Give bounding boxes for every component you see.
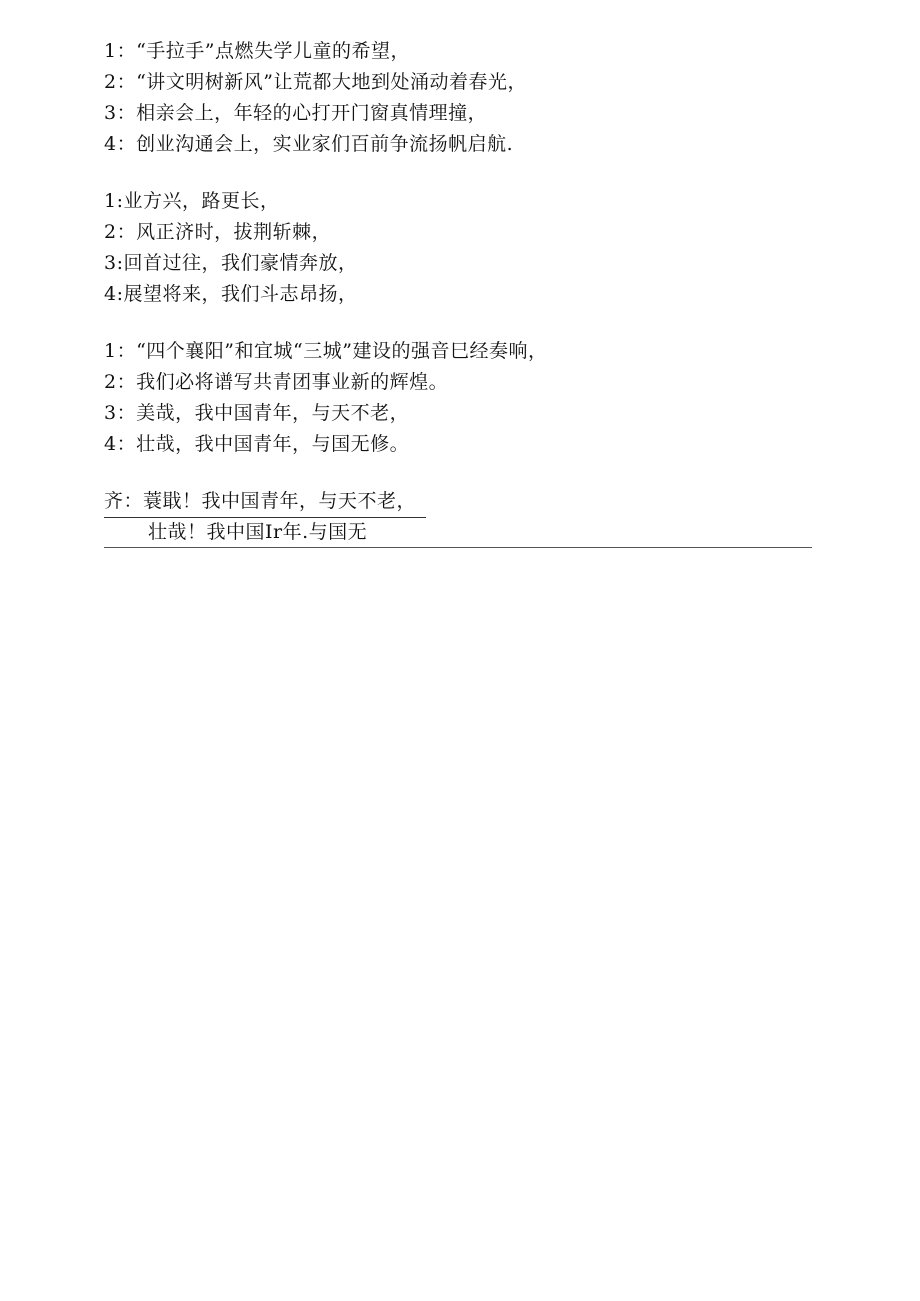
verse-line: 3:回首过往，我们豪情奔放， <box>104 252 358 274</box>
verse-line: 4:展望将来，我们斗志昂扬， <box>104 283 358 305</box>
chorus-line-1: 齐：蓑戢！我中国青年，与天不老， <box>104 486 426 518</box>
chorus-line-2: 壮哉！我中国Ir年.与国无 <box>148 521 368 543</box>
verse-line: 2：风正济时，拔荆斩棘， <box>104 221 332 243</box>
stanza-3 <box>104 336 816 460</box>
closing-chorus <box>104 486 816 548</box>
verse-line: 3：美哉，我中国青年，与天不老， <box>104 402 410 424</box>
document-page <box>104 36 816 548</box>
verse-line: 1:业方兴，路更长， <box>104 190 280 212</box>
verse-line: 4：壮哉，我中国青年，与国无修。 <box>104 433 410 455</box>
verse-line: 1：“四个襄阳”和宜城“三城”建设的强音巳经奏响， <box>104 340 548 362</box>
verse-line: 2：“讲文明树新风”让荒都大地到处涌动着春光， <box>104 71 528 93</box>
stanza-1 <box>104 36 816 160</box>
stanza-2 <box>104 186 816 310</box>
verse-line: 1：“手拉手”点燃失学儿童的希望， <box>104 40 411 62</box>
verse-line: 3：相亲会上，年轻的心打开门窗真情理撞， <box>104 102 488 124</box>
bottom-rule <box>104 547 812 548</box>
verse-line: 4：创业沟通会上，实业家们百前争流扬帆启航. <box>104 133 514 155</box>
verse-line: 2：我们必将谱写共青团事业新的辉煌。 <box>104 371 449 393</box>
